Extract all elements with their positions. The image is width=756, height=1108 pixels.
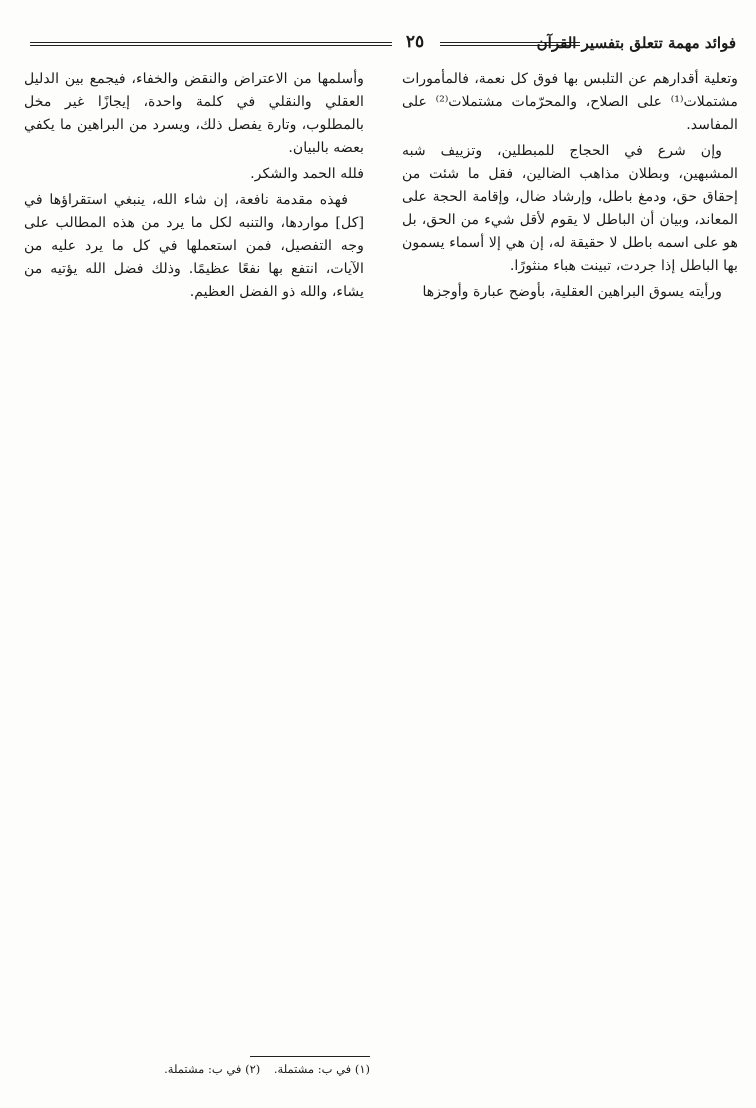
paragraph: فلله الحمد والشكر. (250, 166, 364, 182)
paragraph: وأسلمها من الاعتراض والنقض والخفاء، فيجمع بين الدليل العقلي والنقلي في كلمة واحدة، إيجازًا غير مخل بالمطلوب، وتارة يفصل ذلك، ويسرد من البراهين ما يكفي بعضه بالبيان. (24, 71, 364, 156)
left-column (24, 68, 364, 307)
paragraph: فهذه مقدمة نافعة، إن شاء الله، ينبغي استقراؤها في [كل] مواردها، والتنبه لكل ما يرد من هذه المطالب على وجه التفصيل، فمن استعملها في كل ما يرد عليه من الآيات، انتفع بها نفعًا عظيمًا. وذلك فضل الله يؤتيه من يشاء، والله ذو الفضل العظيم. (24, 192, 364, 300)
right-column (402, 68, 738, 307)
paragraph: ورأيته يسوق البراهين العقلية، بأوضح عبارة وأوجزها (422, 284, 722, 300)
header-rule-left (30, 42, 392, 46)
footnote: (١) في ب: مشتملة. (273, 1062, 370, 1076)
footnote: (٢) في ب: مشتملة. (164, 1062, 261, 1076)
running-title: فوائد مهمة تتعلق بتفسير القرآن (536, 34, 736, 52)
page-number: ٢٥ (405, 32, 425, 52)
footnotes (150, 1062, 370, 1076)
footnote-separator (250, 1056, 370, 1057)
paragraph: وتعلية أقدارهم عن التلبس بها فوق كل نعمة، فالمأمورات مشتملات⁽¹⁾ على الصلاح، والمحرّمات مشتملات⁽²⁾ على المفاسد. (402, 71, 738, 133)
page-header (30, 30, 736, 56)
paragraph: وإن شرع في الحجاج للمبطلين، وتزييف شبه المشبهين، وبطلان مذاهب الضالين، فقل ما شئت من إحقاق حق، ودمغ باطل، وإرشاد ضال، وإقامة الحجة على المعاند، وبيان أن الباطل لا يقوم لأقل شيء من الحق، بل هو على اسمه باطل لا حقيقة له، إن هي إلا أسماء يسمون بها الباطل إذا جردت، تبينت هباء منثورًا. (402, 143, 738, 274)
